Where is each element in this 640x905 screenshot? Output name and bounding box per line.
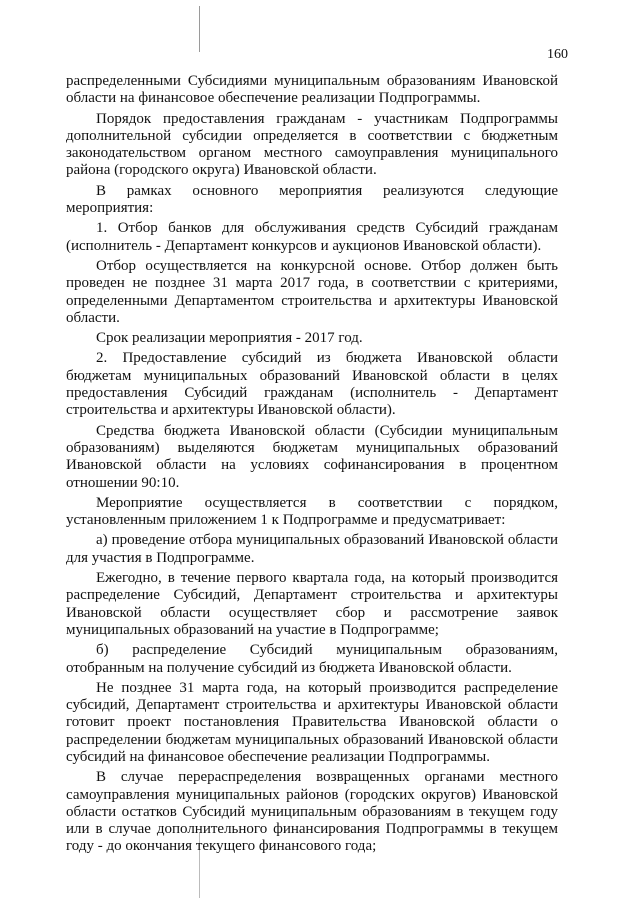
paragraph: Мероприятие осуществляется в соответствии с порядком, установленным приложением 1 к Подпрограмме и предусматривает: xyxy=(66,494,558,529)
paragraph: Ежегодно, в течение первого квартала года, на который производится распределение Субсидий, Департамент строительства и архитектуры Ивановской области осуществляет сбор и рассмотрение заявок муниципальных образований на участие в Подпрограмме; xyxy=(66,570,558,638)
paragraph: Средства бюджета Ивановской области (Субсидии муниципальным образованиям) выделяются бюджетам муниципальных образований Ивановской области на условиях софинансирования в процентном отношении 90:10. xyxy=(66,422,558,491)
paragraph: Срок реализации мероприятия - 2017 год. xyxy=(96,330,363,347)
scan-artifact-line xyxy=(199,6,200,52)
paragraph: а) проведение отбора муниципальных образований Ивановской области для участия в Подпрограмме. xyxy=(66,532,558,566)
document-body xyxy=(66,73,558,859)
paragraph: В рамках основного мероприятия реализуются следующие мероприятия: xyxy=(66,182,558,217)
paragraph: Отбор осуществляется на конкурсной основе. Отбор должен быть проведен не позднее 31 марта 2017 года, в соответствии с критериями, определенными Департаментом строительства и архитектуры Ивановской области. xyxy=(66,257,558,326)
paragraph: В случае перераспределения возвращенных органами местного самоуправления муниципальных районов (городских округов) Ивановской области остатков Субсидий муниципальным образованиям в текущем году или в случае дополнительного финансирования Подпрограммы в текущем году - до окончания текущего финансового года; xyxy=(66,769,558,855)
page-number: 160 xyxy=(547,47,568,62)
paragraph: Не позднее 31 марта года, на который производится распределение субсидий, Департамент строительства и архитектуры Ивановской области готовит проект постановления Правительства Ивановской области о распределении бюджетам муниципальных образований Ивановской области субсидий на финансовое обеспечение реализации Подпрограммы. xyxy=(66,679,558,765)
paragraph: распределенными Субсидиями муниципальным образованиям Ивановской области на финансовое обеспечение реализации Подпрограммы. xyxy=(66,73,558,107)
paragraph: 1. Отбор банков для обслуживания средств Субсидий гражданам (исполнитель - Департамент конкурсов и аукционов Ивановской области). xyxy=(66,220,558,254)
paragraph: б) распределение Субсидий муниципальным образованиям, отобранным на получение субсидий из бюджета Ивановской области. xyxy=(66,642,558,676)
paragraph: Порядок предоставления гражданам - участникам Подпрограммы дополнительной субсидии определяется в соответствии с бюджетным законодательством органом местного самоуправления муниципального района (городского округа) Ивановской области. xyxy=(66,110,558,179)
paragraph: 2. Предоставление субсидий из бюджета Ивановской области бюджетам муниципальных образований Ивановской области в целях предоставления Субсидий гражданам (исполнитель - Департамент строительства и архитектуры Ивановской области). xyxy=(66,350,558,419)
